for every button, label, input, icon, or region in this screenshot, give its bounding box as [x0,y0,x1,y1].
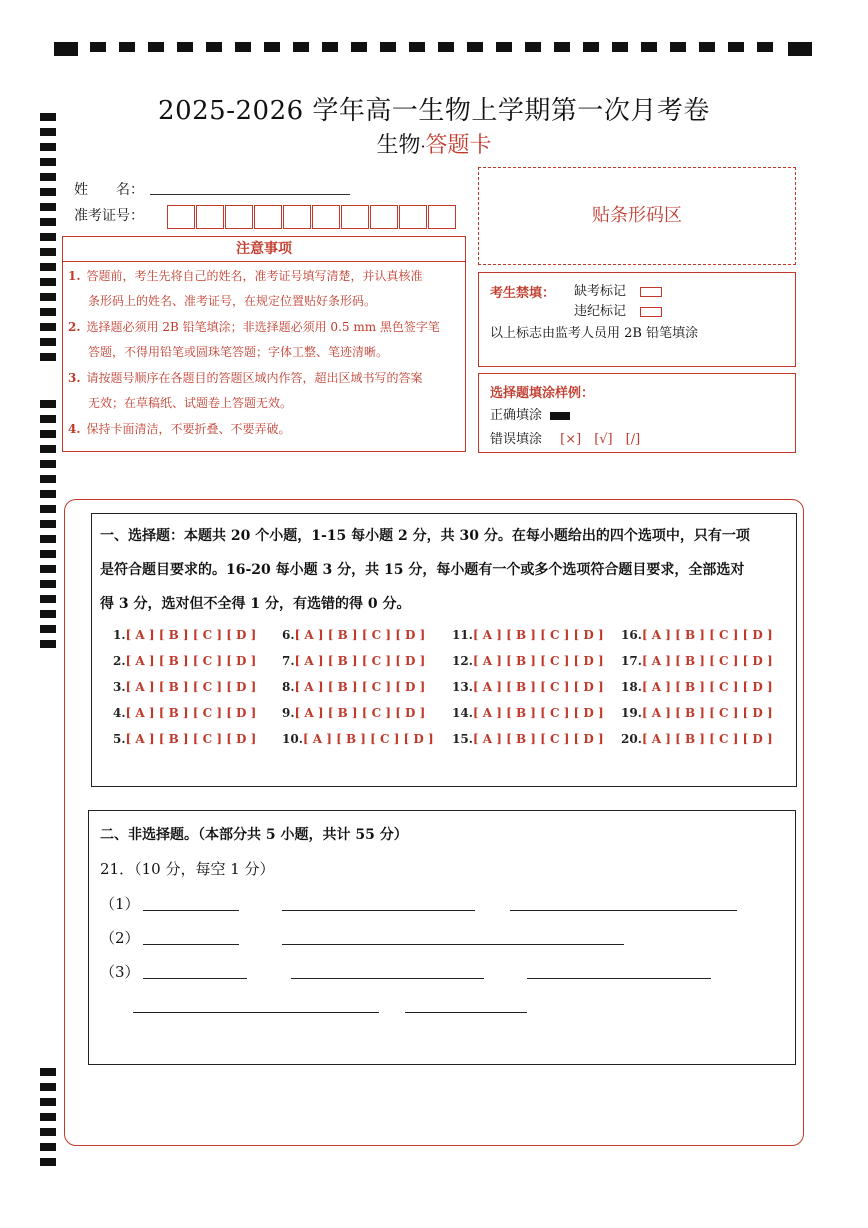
proctor-note: 以上标志由监考人员用 2B 铅笔填涂 [490,326,699,341]
violation-mark-row [574,300,662,319]
name-label: 姓 名： [74,182,144,198]
choice-question[interactable]: 4.[ A ] [ B ] [ C ] [ D ] [113,706,257,720]
choice-question[interactable]: 11.[ A ] [ B ] [ C ] [ D ] [452,628,604,642]
section-choice-desc-2: 是符合题目要求的。16-20 每小题 3 分，共 15 分，每小题有一个或多个选项符合题目要求，全部选对 [100,562,745,578]
violation-mark-box[interactable] [640,307,662,317]
choice-question[interactable]: 13.[ A ] [ B ] [ C ] [ D ] [452,680,604,694]
notice-item-4: 4. 保持卡面清洁，不要折叠、不要弄破。 [68,422,291,436]
wrong-fill-marks: [×] [√] [/] [560,432,641,447]
correct-fill-row [490,404,570,423]
absent-mark-row [574,280,662,299]
choice-question[interactable]: 14.[ A ] [ B ] [ C ] [ D ] [452,706,604,720]
choice-question[interactable]: 18.[ A ] [ B ] [ C ] [ D ] [621,680,773,694]
answer-blank[interactable] [291,978,484,979]
section-written-box [88,810,796,1065]
notice-item-3: 3. 请按题号顺序在各题目的答题区域内作答，超出区域书写的答案 无效；在草稿纸、试题卷上答题无效。 [68,371,423,410]
fill-sample-heading: 选择题填涂样例： [490,386,595,401]
choice-question[interactable]: 3.[ A ] [ B ] [ C ] [ D ] [113,680,257,694]
choice-question[interactable]: 20.[ A ] [ B ] [ C ] [ D ] [621,732,773,746]
choice-question[interactable]: 2.[ A ] [ B ] [ C ] [ D ] [113,654,257,668]
exam-title: 2025-2026 学年高一生物上学期第一次月考卷 [158,96,710,126]
correct-fill-label: 正确填涂 [490,408,543,423]
violation-mark-label: 违纪标记 [574,304,627,319]
question-21-heading: 21．（10 分，每空 1 分） [100,860,275,878]
answer-blank[interactable] [405,1012,527,1013]
choice-question[interactable]: 17.[ A ] [ B ] [ C ] [ D ] [621,654,773,668]
choice-question[interactable]: 19.[ A ] [ B ] [ C ] [ D ] [621,706,773,720]
candidate-id-label: 准考证号： [74,208,144,224]
choice-question[interactable]: 16.[ A ] [ B ] [ C ] [ D ] [621,628,773,642]
answer-blank[interactable] [282,944,624,945]
absent-mark-label: 缺考标记 [574,284,627,299]
choice-question[interactable]: 1.[ A ] [ B ] [ C ] [ D ] [113,628,257,642]
choice-question[interactable]: 10.[ A ] [ B ] [ C ] [ D ] [282,732,434,746]
section-choice-desc-3: 得 3 分，选对但不全得 1 分，有选错的得 0 分。 [100,596,411,612]
notice-item-2: 2. 选择题必须用 2B 铅笔填涂；非选择题必须用 0.5 mm 黑色签字笔 答题，不得用铅笔或圆珠笔答题；字体工整、笔迹清晰。 [68,320,440,359]
sub-question-1-label: （1） [100,895,140,913]
choice-question[interactable]: 8.[ A ] [ B ] [ C ] [ D ] [282,680,426,694]
answer-blank[interactable] [282,910,475,911]
wrong-fill-row [490,428,640,447]
answer-blank[interactable] [143,910,239,911]
answer-blank[interactable] [143,944,239,945]
proctor-label: 考生禁填： [490,286,556,301]
barcode-area[interactable]: 贴条形码区 [478,167,796,265]
notice-item-1: 1. 答题前，考生先将自己的姓名，准考证号填写清楚，并认真核准 条形码上的姓名、准考证号，在规定位置贴好条形码。 [68,269,423,308]
choice-question[interactable]: 12.[ A ] [ B ] [ C ] [ D ] [452,654,604,668]
sub-question-2-label: （2） [100,929,140,947]
choice-question[interactable]: 6.[ A ] [ B ] [ C ] [ D ] [282,628,426,642]
notice-heading: 注意事项 [62,236,466,262]
section-choice-desc-1: 一、选择题：本题共 20 个小题，1-15 每小题 2 分，共 30 分。在每小题给出的四个选项中，只有一项 [100,528,750,544]
answer-blank[interactable] [143,978,247,979]
section-written-heading: 二、非选择题。（本部分共 5 小题，共计 55 分） [100,827,408,843]
answer-blank[interactable] [510,910,737,911]
answer-card-label: 答题卡 [425,133,492,158]
subject-label: 生物 [376,133,421,158]
exam-subtitle [0,128,868,159]
subtitle-dot: · [420,137,426,156]
choice-question[interactable]: 5.[ A ] [ B ] [ C ] [ D ] [113,732,257,746]
choice-question[interactable]: 7.[ A ] [ B ] [ C ] [ D ] [282,654,426,668]
answer-blank[interactable] [133,1012,379,1013]
answer-blank[interactable] [527,978,711,979]
name-field[interactable] [150,194,350,195]
choice-question[interactable]: 15.[ A ] [ B ] [ C ] [ D ] [452,732,604,746]
choice-question[interactable]: 9.[ A ] [ B ] [ C ] [ D ] [282,706,426,720]
sub-question-3-label: （3） [100,963,140,981]
absent-mark-box[interactable] [640,287,662,297]
filled-block-icon [550,412,570,420]
wrong-fill-label: 错误填涂 [490,432,543,447]
